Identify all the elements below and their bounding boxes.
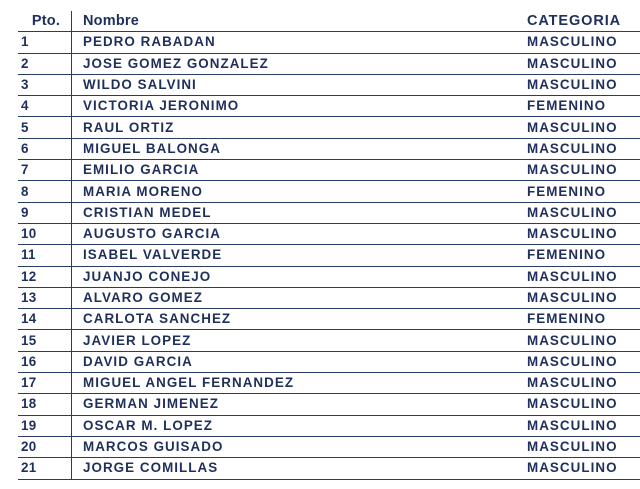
header-row — [18, 11, 640, 32]
table-row — [18, 245, 640, 266]
pto-cell: 12 — [18, 266, 72, 287]
pto-cell: 16 — [18, 351, 72, 372]
pto-cell: 1 — [18, 32, 72, 53]
categoria-cell: MASCULINO — [523, 394, 640, 415]
table-row — [18, 458, 640, 479]
categoria-cell: FEMENINO — [523, 96, 640, 117]
pto-cell: 19 — [18, 415, 72, 436]
nombre-cell: ISABEL VALVERDE — [72, 245, 524, 266]
nombre-cell: WILDO SALVINI — [72, 74, 524, 95]
pto-cell: 17 — [18, 373, 72, 394]
nombre-cell: AUGUSTO GARCIA — [72, 223, 524, 244]
pto-cell: 21 — [18, 458, 72, 479]
nombre-cell: MARCOS GUISADO — [72, 436, 524, 457]
nombre-cell: PEDRO RABADAN — [72, 32, 524, 53]
nombre-cell: CARLOTA SANCHEZ — [72, 309, 524, 330]
table-row — [18, 117, 640, 138]
categoria-cell: MASCULINO — [523, 32, 640, 53]
categoria-cell: MASCULINO — [523, 266, 640, 287]
table-row — [18, 287, 640, 308]
pto-cell: 14 — [18, 309, 72, 330]
table-row — [18, 309, 640, 330]
table-body — [18, 32, 640, 479]
categoria-cell: MASCULINO — [523, 74, 640, 95]
table-row — [18, 53, 640, 74]
nombre-cell: MIGUEL BALONGA — [72, 138, 524, 159]
header-nombre: Nombre — [72, 11, 524, 32]
nombre-cell: JORGE COMILLAS — [72, 458, 524, 479]
table-row — [18, 202, 640, 223]
categoria-cell: MASCULINO — [523, 330, 640, 351]
pto-cell: 4 — [18, 96, 72, 117]
table-row — [18, 415, 640, 436]
table-row — [18, 351, 640, 372]
nombre-cell: JAVIER LOPEZ — [72, 330, 524, 351]
pto-cell: 18 — [18, 394, 72, 415]
nombre-cell: DAVID GARCIA — [72, 351, 524, 372]
nombre-cell: ALVARO GOMEZ — [72, 287, 524, 308]
categoria-cell: FEMENINO — [523, 309, 640, 330]
categoria-cell: MASCULINO — [523, 223, 640, 244]
table-row — [18, 74, 640, 95]
pto-cell: 3 — [18, 74, 72, 95]
nombre-cell: CRISTIAN MEDEL — [72, 202, 524, 223]
table-row — [18, 394, 640, 415]
table-row — [18, 223, 640, 244]
nombre-cell: JUANJO CONEJO — [72, 266, 524, 287]
table-row — [18, 330, 640, 351]
table-row — [18, 96, 640, 117]
nombre-cell: EMILIO GARCIA — [72, 160, 524, 181]
categoria-cell: MASCULINO — [523, 287, 640, 308]
nombre-cell: RAUL ORTIZ — [72, 117, 524, 138]
categoria-cell: FEMENINO — [523, 245, 640, 266]
categoria-cell: MASCULINO — [523, 373, 640, 394]
pto-cell: 8 — [18, 181, 72, 202]
categoria-cell: MASCULINO — [523, 351, 640, 372]
table-row — [18, 266, 640, 287]
categoria-cell: MASCULINO — [523, 53, 640, 74]
nombre-cell: JOSE GOMEZ GONZALEZ — [72, 53, 524, 74]
ranking-table — [18, 11, 640, 480]
nombre-cell: MARIA MORENO — [72, 181, 524, 202]
table-row — [18, 138, 640, 159]
categoria-cell: MASCULINO — [523, 202, 640, 223]
categoria-cell: FEMENINO — [523, 181, 640, 202]
nombre-cell: VICTORIA JERONIMO — [72, 96, 524, 117]
categoria-cell: MASCULINO — [523, 458, 640, 479]
table-row — [18, 436, 640, 457]
nombre-cell: MIGUEL ANGEL FERNANDEZ — [72, 373, 524, 394]
table-row — [18, 181, 640, 202]
pto-cell: 20 — [18, 436, 72, 457]
pto-cell: 11 — [18, 245, 72, 266]
nombre-cell: OSCAR M. LOPEZ — [72, 415, 524, 436]
header-pto: Pto. — [18, 11, 72, 32]
pto-cell: 15 — [18, 330, 72, 351]
categoria-cell: MASCULINO — [523, 415, 640, 436]
pto-cell: 5 — [18, 117, 72, 138]
pto-cell: 9 — [18, 202, 72, 223]
table-row — [18, 32, 640, 53]
pto-cell: 6 — [18, 138, 72, 159]
header-categoria: CATEGORIA — [523, 11, 640, 32]
pto-cell: 10 — [18, 223, 72, 244]
table-row — [18, 373, 640, 394]
categoria-cell: MASCULINO — [523, 138, 640, 159]
categoria-cell: MASCULINO — [523, 436, 640, 457]
nombre-cell: GERMAN JIMENEZ — [72, 394, 524, 415]
table-row — [18, 160, 640, 181]
pto-cell: 13 — [18, 287, 72, 308]
pto-cell: 7 — [18, 160, 72, 181]
pto-cell: 2 — [18, 53, 72, 74]
categoria-cell: MASCULINO — [523, 160, 640, 181]
categoria-cell: MASCULINO — [523, 117, 640, 138]
